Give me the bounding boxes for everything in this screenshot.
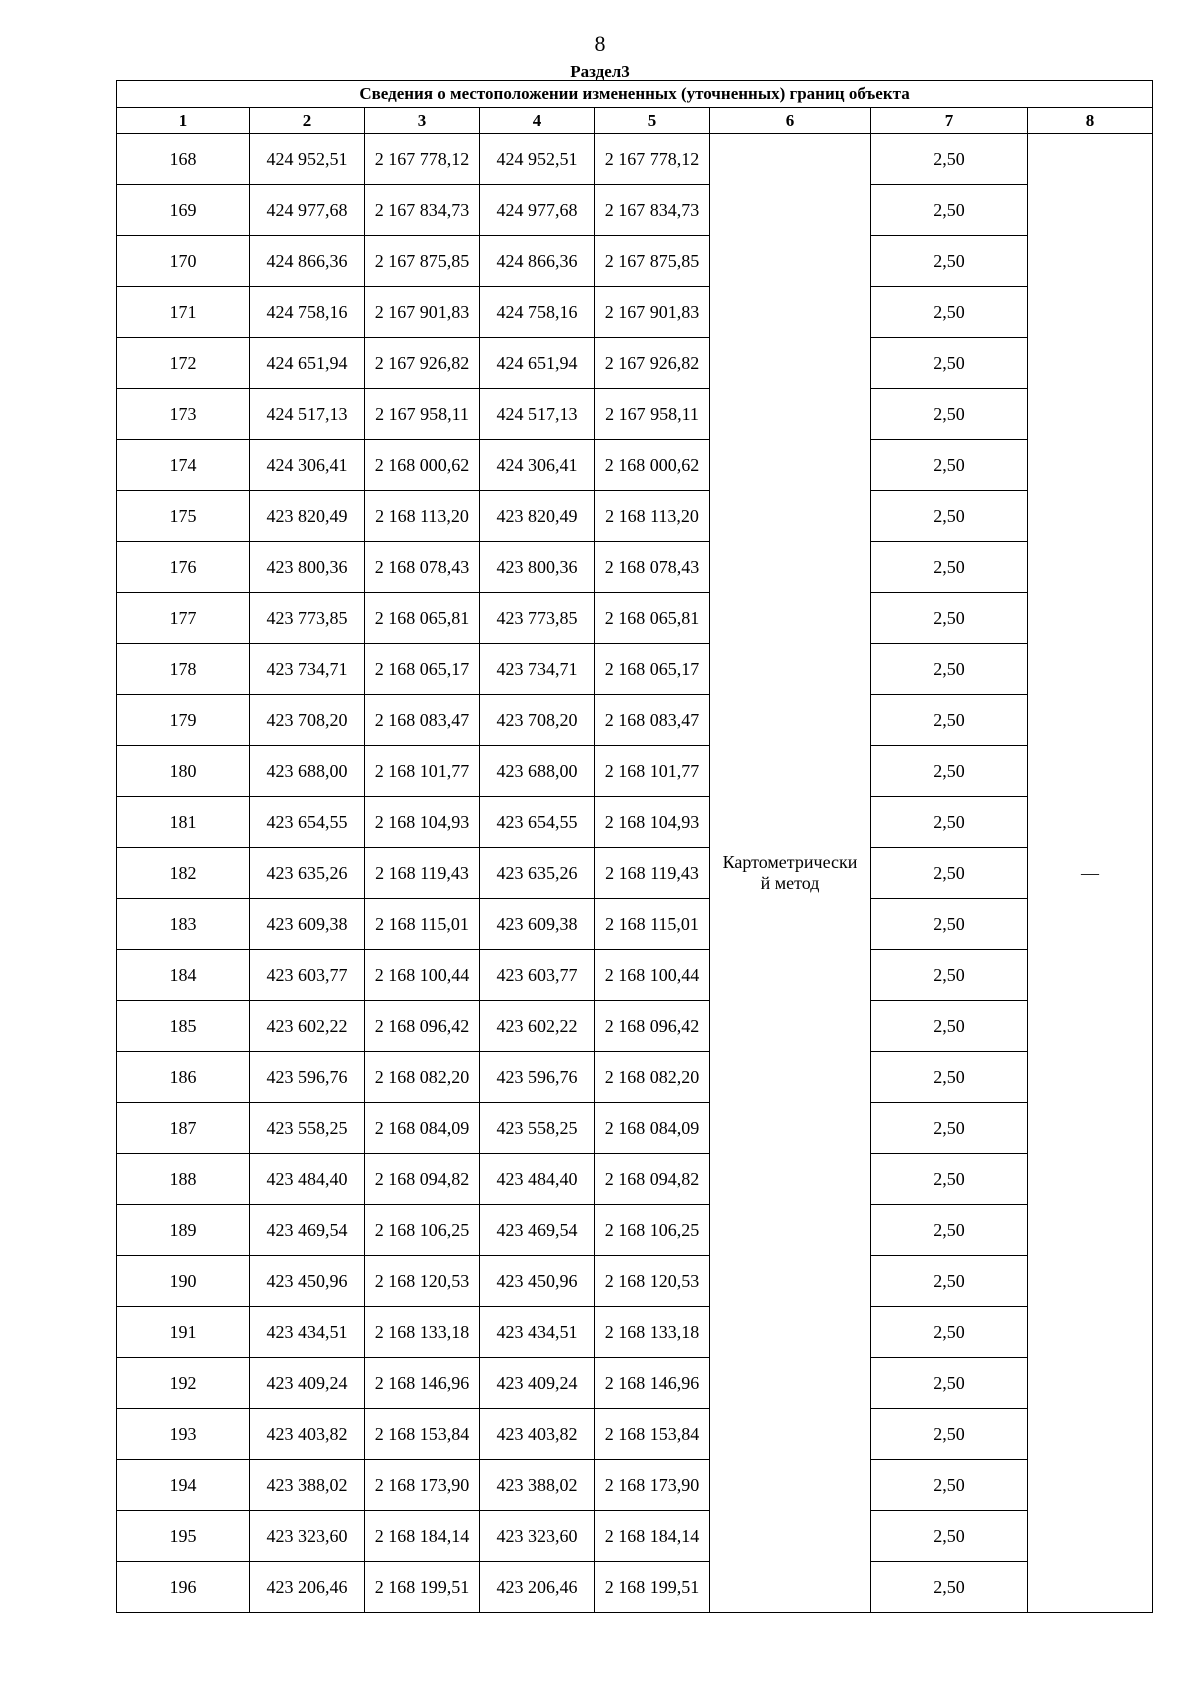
column-number: 1 bbox=[117, 108, 250, 134]
old-y-coordinate: 2 168 065,17 bbox=[365, 644, 480, 695]
old-x-coordinate: 423 635,26 bbox=[250, 848, 365, 899]
accuracy-value: 2,50 bbox=[871, 134, 1028, 185]
section-title: Раздел3 bbox=[570, 62, 630, 81]
new-y-coordinate: 2 168 065,17 bbox=[595, 644, 710, 695]
old-y-coordinate: 2 168 119,43 bbox=[365, 848, 480, 899]
old-y-coordinate: 2 168 082,20 bbox=[365, 1052, 480, 1103]
new-x-coordinate: 423 820,49 bbox=[480, 491, 595, 542]
table-caption: Сведения о местоположении измененных (уточненных) границ объекта bbox=[117, 81, 1153, 108]
point-number: 170 bbox=[117, 236, 250, 287]
table-row bbox=[117, 1001, 1153, 1052]
table-row bbox=[117, 1511, 1153, 1562]
table-row bbox=[117, 236, 1153, 287]
accuracy-value: 2,50 bbox=[871, 644, 1028, 695]
table-row bbox=[117, 491, 1153, 542]
accuracy-value: 2,50 bbox=[871, 746, 1028, 797]
point-number: 177 bbox=[117, 593, 250, 644]
new-x-coordinate: 424 651,94 bbox=[480, 338, 595, 389]
accuracy-value: 2,50 bbox=[871, 1154, 1028, 1205]
table-row bbox=[117, 695, 1153, 746]
point-number: 181 bbox=[117, 797, 250, 848]
new-x-coordinate: 423 434,51 bbox=[480, 1307, 595, 1358]
table-row bbox=[117, 1154, 1153, 1205]
old-y-coordinate: 2 168 096,42 bbox=[365, 1001, 480, 1052]
table-row bbox=[117, 542, 1153, 593]
table-body bbox=[117, 134, 1153, 1613]
new-y-coordinate: 2 168 096,42 bbox=[595, 1001, 710, 1052]
new-y-coordinate: 2 168 106,25 bbox=[595, 1205, 710, 1256]
column-number: 6 bbox=[710, 108, 871, 134]
old-y-coordinate: 2 168 101,77 bbox=[365, 746, 480, 797]
table-row bbox=[117, 899, 1153, 950]
new-y-coordinate: 2 168 082,20 bbox=[595, 1052, 710, 1103]
new-y-coordinate: 2 168 094,82 bbox=[595, 1154, 710, 1205]
old-y-coordinate: 2 168 113,20 bbox=[365, 491, 480, 542]
accuracy-value: 2,50 bbox=[871, 695, 1028, 746]
new-x-coordinate: 424 306,41 bbox=[480, 440, 595, 491]
accuracy-value: 2,50 bbox=[871, 236, 1028, 287]
method-text-line1: Картометрически bbox=[722, 852, 858, 872]
table-row bbox=[117, 1307, 1153, 1358]
old-x-coordinate: 424 952,51 bbox=[250, 134, 365, 185]
new-y-coordinate: 2 168 083,47 bbox=[595, 695, 710, 746]
new-x-coordinate: 423 323,60 bbox=[480, 1511, 595, 1562]
new-x-coordinate: 424 758,16 bbox=[480, 287, 595, 338]
accuracy-value: 2,50 bbox=[871, 542, 1028, 593]
old-x-coordinate: 423 609,38 bbox=[250, 899, 365, 950]
old-y-coordinate: 2 168 146,96 bbox=[365, 1358, 480, 1409]
table-row bbox=[117, 134, 1153, 185]
old-x-coordinate: 423 820,49 bbox=[250, 491, 365, 542]
table-row bbox=[117, 1256, 1153, 1307]
point-number: 169 bbox=[117, 185, 250, 236]
point-number: 174 bbox=[117, 440, 250, 491]
old-y-coordinate: 2 168 104,93 bbox=[365, 797, 480, 848]
new-x-coordinate: 423 800,36 bbox=[480, 542, 595, 593]
old-y-coordinate: 2 168 153,84 bbox=[365, 1409, 480, 1460]
old-x-coordinate: 424 651,94 bbox=[250, 338, 365, 389]
old-y-coordinate: 2 168 000,62 bbox=[365, 440, 480, 491]
new-y-coordinate: 2 168 120,53 bbox=[595, 1256, 710, 1307]
old-y-coordinate: 2 167 875,85 bbox=[365, 236, 480, 287]
old-y-coordinate: 2 167 901,83 bbox=[365, 287, 480, 338]
table-row bbox=[117, 185, 1153, 236]
table-row bbox=[117, 1103, 1153, 1154]
table-row bbox=[117, 746, 1153, 797]
table-row bbox=[117, 644, 1153, 695]
accuracy-value: 2,50 bbox=[871, 1205, 1028, 1256]
new-y-coordinate: 2 167 778,12 bbox=[595, 134, 710, 185]
point-number: 173 bbox=[117, 389, 250, 440]
new-x-coordinate: 423 596,76 bbox=[480, 1052, 595, 1103]
old-y-coordinate: 2 168 106,25 bbox=[365, 1205, 480, 1256]
accuracy-value: 2,50 bbox=[871, 338, 1028, 389]
old-x-coordinate: 424 977,68 bbox=[250, 185, 365, 236]
old-y-coordinate: 2 168 115,01 bbox=[365, 899, 480, 950]
point-number: 190 bbox=[117, 1256, 250, 1307]
old-y-coordinate: 2 168 100,44 bbox=[365, 950, 480, 1001]
old-x-coordinate: 423 603,77 bbox=[250, 950, 365, 1001]
new-x-coordinate: 423 609,38 bbox=[480, 899, 595, 950]
old-x-coordinate: 423 450,96 bbox=[250, 1256, 365, 1307]
table-row bbox=[117, 1409, 1153, 1460]
old-x-coordinate: 423 388,02 bbox=[250, 1460, 365, 1511]
point-number: 183 bbox=[117, 899, 250, 950]
point-number: 182 bbox=[117, 848, 250, 899]
new-x-coordinate: 423 206,46 bbox=[480, 1562, 595, 1613]
new-x-coordinate: 424 952,51 bbox=[480, 134, 595, 185]
old-y-coordinate: 2 168 078,43 bbox=[365, 542, 480, 593]
table-row bbox=[117, 287, 1153, 338]
accuracy-value: 2,50 bbox=[871, 1001, 1028, 1052]
new-y-coordinate: 2 168 084,09 bbox=[595, 1103, 710, 1154]
point-number: 188 bbox=[117, 1154, 250, 1205]
old-x-coordinate: 424 306,41 bbox=[250, 440, 365, 491]
boundary-coordinates-table bbox=[116, 80, 1153, 1613]
accuracy-value: 2,50 bbox=[871, 797, 1028, 848]
new-y-coordinate: 2 168 153,84 bbox=[595, 1409, 710, 1460]
point-number: 186 bbox=[117, 1052, 250, 1103]
point-number: 178 bbox=[117, 644, 250, 695]
new-y-coordinate: 2 168 100,44 bbox=[595, 950, 710, 1001]
old-x-coordinate: 423 484,40 bbox=[250, 1154, 365, 1205]
new-y-coordinate: 2 168 133,18 bbox=[595, 1307, 710, 1358]
old-y-coordinate: 2 168 173,90 bbox=[365, 1460, 480, 1511]
accuracy-value: 2,50 bbox=[871, 593, 1028, 644]
old-x-coordinate: 423 206,46 bbox=[250, 1562, 365, 1613]
old-x-coordinate: 423 596,76 bbox=[250, 1052, 365, 1103]
new-x-coordinate: 423 388,02 bbox=[480, 1460, 595, 1511]
new-y-coordinate: 2 168 078,43 bbox=[595, 542, 710, 593]
new-x-coordinate: 423 602,22 bbox=[480, 1001, 595, 1052]
table-row bbox=[117, 1205, 1153, 1256]
new-x-coordinate: 423 558,25 bbox=[480, 1103, 595, 1154]
column-number-row bbox=[117, 108, 1153, 134]
new-y-coordinate: 2 168 173,90 bbox=[595, 1460, 710, 1511]
new-x-coordinate: 423 603,77 bbox=[480, 950, 595, 1001]
table-row bbox=[117, 1460, 1153, 1511]
method-text-line2: й метод bbox=[760, 873, 820, 893]
old-x-coordinate: 423 602,22 bbox=[250, 1001, 365, 1052]
new-y-coordinate: 2 168 113,20 bbox=[595, 491, 710, 542]
old-x-coordinate: 423 734,71 bbox=[250, 644, 365, 695]
point-number: 187 bbox=[117, 1103, 250, 1154]
new-x-coordinate: 423 469,54 bbox=[480, 1205, 595, 1256]
accuracy-value: 2,50 bbox=[871, 899, 1028, 950]
point-number: 193 bbox=[117, 1409, 250, 1460]
accuracy-value: 2,50 bbox=[871, 185, 1028, 236]
old-y-coordinate: 2 168 184,14 bbox=[365, 1511, 480, 1562]
old-x-coordinate: 423 773,85 bbox=[250, 593, 365, 644]
new-y-coordinate: 2 168 115,01 bbox=[595, 899, 710, 950]
old-x-coordinate: 423 708,20 bbox=[250, 695, 365, 746]
table-row bbox=[117, 1562, 1153, 1613]
accuracy-value: 2,50 bbox=[871, 389, 1028, 440]
new-y-coordinate: 2 167 875,85 bbox=[595, 236, 710, 287]
accuracy-value: 2,50 bbox=[871, 1511, 1028, 1562]
old-y-coordinate: 2 168 120,53 bbox=[365, 1256, 480, 1307]
new-y-coordinate: 2 168 146,96 bbox=[595, 1358, 710, 1409]
point-number: 171 bbox=[117, 287, 250, 338]
table-row bbox=[117, 1358, 1153, 1409]
point-number: 195 bbox=[117, 1511, 250, 1562]
old-y-coordinate: 2 168 065,81 bbox=[365, 593, 480, 644]
column-number: 2 bbox=[250, 108, 365, 134]
old-x-coordinate: 423 469,54 bbox=[250, 1205, 365, 1256]
page-number: 8 bbox=[594, 31, 606, 56]
column-number: 7 bbox=[871, 108, 1028, 134]
accuracy-value: 2,50 bbox=[871, 1358, 1028, 1409]
old-x-coordinate: 424 866,36 bbox=[250, 236, 365, 287]
old-y-coordinate: 2 168 084,09 bbox=[365, 1103, 480, 1154]
accuracy-value: 2,50 bbox=[871, 950, 1028, 1001]
old-x-coordinate: 423 409,24 bbox=[250, 1358, 365, 1409]
accuracy-value: 2,50 bbox=[871, 1052, 1028, 1103]
old-x-coordinate: 423 323,60 bbox=[250, 1511, 365, 1562]
table-row bbox=[117, 593, 1153, 644]
point-number: 179 bbox=[117, 695, 250, 746]
table-row bbox=[117, 440, 1153, 491]
new-x-coordinate: 423 409,24 bbox=[480, 1358, 595, 1409]
new-x-coordinate: 423 403,82 bbox=[480, 1409, 595, 1460]
new-x-coordinate: 424 866,36 bbox=[480, 236, 595, 287]
old-y-coordinate: 2 167 958,11 bbox=[365, 389, 480, 440]
point-number: 196 bbox=[117, 1562, 250, 1613]
old-y-coordinate: 2 167 926,82 bbox=[365, 338, 480, 389]
column-number: 5 bbox=[595, 108, 710, 134]
old-x-coordinate: 424 758,16 bbox=[250, 287, 365, 338]
old-x-coordinate: 423 800,36 bbox=[250, 542, 365, 593]
point-number: 192 bbox=[117, 1358, 250, 1409]
new-y-coordinate: 2 168 199,51 bbox=[595, 1562, 710, 1613]
new-x-coordinate: 423 773,85 bbox=[480, 593, 595, 644]
point-number: 180 bbox=[117, 746, 250, 797]
new-y-coordinate: 2 168 065,81 bbox=[595, 593, 710, 644]
table-row bbox=[117, 848, 1153, 899]
old-y-coordinate: 2 168 083,47 bbox=[365, 695, 480, 746]
point-number: 175 bbox=[117, 491, 250, 542]
accuracy-value: 2,50 bbox=[871, 1409, 1028, 1460]
new-x-coordinate: 423 450,96 bbox=[480, 1256, 595, 1307]
point-number: 168 bbox=[117, 134, 250, 185]
new-y-coordinate: 2 168 184,14 bbox=[595, 1511, 710, 1562]
point-number: 191 bbox=[117, 1307, 250, 1358]
point-number: 176 bbox=[117, 542, 250, 593]
table-row bbox=[117, 338, 1153, 389]
method-cell bbox=[710, 134, 871, 1613]
new-x-coordinate: 424 517,13 bbox=[480, 389, 595, 440]
old-x-coordinate: 423 403,82 bbox=[250, 1409, 365, 1460]
accuracy-value: 2,50 bbox=[871, 491, 1028, 542]
point-number: 172 bbox=[117, 338, 250, 389]
point-number: 189 bbox=[117, 1205, 250, 1256]
column-number: 8 bbox=[1028, 108, 1153, 134]
old-x-coordinate: 423 434,51 bbox=[250, 1307, 365, 1358]
new-x-coordinate: 424 977,68 bbox=[480, 185, 595, 236]
accuracy-value: 2,50 bbox=[871, 440, 1028, 491]
table-row bbox=[117, 797, 1153, 848]
table-row bbox=[117, 950, 1153, 1001]
old-y-coordinate: 2 167 834,73 bbox=[365, 185, 480, 236]
new-y-coordinate: 2 167 958,11 bbox=[595, 389, 710, 440]
accuracy-value: 2,50 bbox=[871, 1460, 1028, 1511]
accuracy-value: 2,50 bbox=[871, 848, 1028, 899]
old-y-coordinate: 2 167 778,12 bbox=[365, 134, 480, 185]
point-number: 185 bbox=[117, 1001, 250, 1052]
column-number: 4 bbox=[480, 108, 595, 134]
new-y-coordinate: 2 167 834,73 bbox=[595, 185, 710, 236]
new-x-coordinate: 423 688,00 bbox=[480, 746, 595, 797]
point-number: 184 bbox=[117, 950, 250, 1001]
old-x-coordinate: 423 688,00 bbox=[250, 746, 365, 797]
accuracy-value: 2,50 bbox=[871, 287, 1028, 338]
new-y-coordinate: 2 167 926,82 bbox=[595, 338, 710, 389]
new-x-coordinate: 423 635,26 bbox=[480, 848, 595, 899]
old-y-coordinate: 2 168 094,82 bbox=[365, 1154, 480, 1205]
old-x-coordinate: 423 558,25 bbox=[250, 1103, 365, 1154]
new-x-coordinate: 423 654,55 bbox=[480, 797, 595, 848]
accuracy-value: 2,50 bbox=[871, 1103, 1028, 1154]
old-y-coordinate: 2 168 199,51 bbox=[365, 1562, 480, 1613]
table-row bbox=[117, 389, 1153, 440]
accuracy-value: 2,50 bbox=[871, 1307, 1028, 1358]
new-y-coordinate: 2 168 119,43 bbox=[595, 848, 710, 899]
new-y-coordinate: 2 168 000,62 bbox=[595, 440, 710, 491]
new-x-coordinate: 423 708,20 bbox=[480, 695, 595, 746]
new-y-coordinate: 2 168 101,77 bbox=[595, 746, 710, 797]
column8-dash: — bbox=[1028, 134, 1153, 1613]
point-number: 194 bbox=[117, 1460, 250, 1511]
new-x-coordinate: 423 734,71 bbox=[480, 644, 595, 695]
table-row bbox=[117, 1052, 1153, 1103]
old-x-coordinate: 424 517,13 bbox=[250, 389, 365, 440]
new-y-coordinate: 2 168 104,93 bbox=[595, 797, 710, 848]
new-x-coordinate: 423 484,40 bbox=[480, 1154, 595, 1205]
old-y-coordinate: 2 168 133,18 bbox=[365, 1307, 480, 1358]
accuracy-value: 2,50 bbox=[871, 1256, 1028, 1307]
accuracy-value: 2,50 bbox=[871, 1562, 1028, 1613]
old-x-coordinate: 423 654,55 bbox=[250, 797, 365, 848]
new-y-coordinate: 2 167 901,83 bbox=[595, 287, 710, 338]
column-number: 3 bbox=[365, 108, 480, 134]
